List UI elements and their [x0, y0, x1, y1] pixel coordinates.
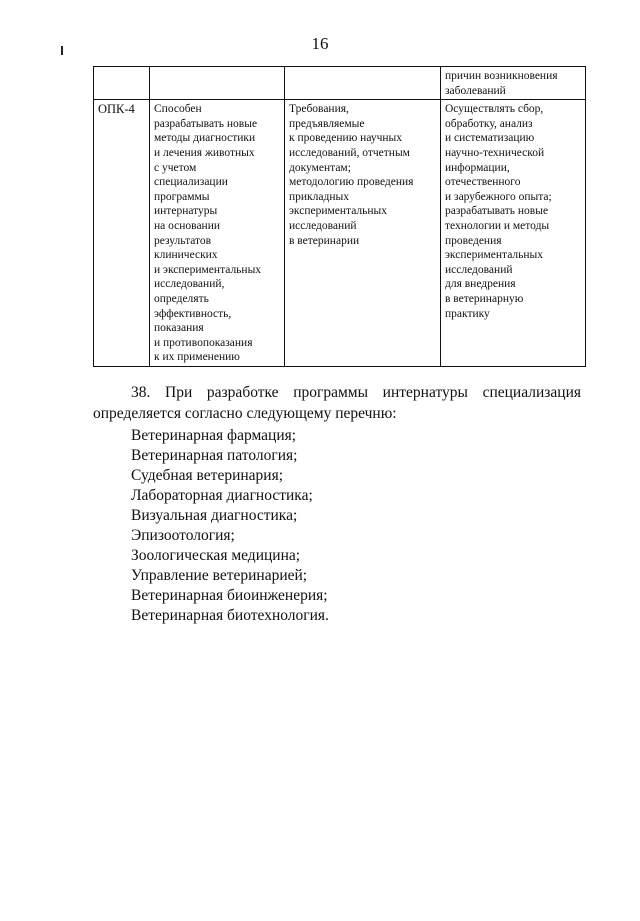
paragraph-line: 38. При разработке программы интернатуры специализация: [131, 384, 581, 401]
cell-line: для внедрения: [445, 278, 516, 291]
cell-line: в ветеринарии: [289, 234, 360, 247]
competence-description: [150, 100, 285, 367]
cell-line: Требования,: [289, 103, 349, 116]
list-item: Ветеринарная патология;: [131, 447, 298, 464]
cell-line: технологии и методы: [445, 219, 550, 232]
list-item: Судебная ветеринария;: [131, 467, 284, 484]
table-cell: [150, 67, 285, 100]
cell-line: и экспериментальных: [154, 263, 262, 276]
list-item: Ветеринарная биоинженерия;: [131, 587, 328, 604]
cell-line: разрабатывать новые: [445, 205, 549, 218]
skills-description: [441, 100, 586, 367]
cell-line: программы: [154, 190, 210, 203]
cell-line: экспериментальных: [445, 249, 544, 262]
list-item: Зоологическая медицина;: [131, 547, 301, 564]
cell-line: проведения: [445, 234, 502, 247]
list-item: Ветеринарная фармация;: [131, 427, 297, 444]
table-cell: [441, 67, 586, 100]
list-item: Визуальная диагностика;: [131, 507, 298, 524]
cell-line: с учетом: [154, 161, 197, 174]
cell-line: экспериментальных: [289, 205, 388, 218]
specialization-list: [131, 426, 329, 626]
cell-line: отечественного: [445, 176, 521, 189]
cell-line: исследований: [445, 263, 513, 276]
cell-line: специализации: [154, 176, 228, 189]
cell-line: результатов: [154, 234, 212, 247]
cell-line: и лечения животных: [154, 146, 255, 159]
cell-line: интернатуры: [154, 205, 218, 218]
cell-line: и противопоказания: [154, 336, 253, 349]
table-cell: [285, 67, 441, 100]
cell-line: на основании: [154, 219, 221, 232]
cell-line: и зарубежного опыта;: [445, 190, 552, 203]
cell-line: клинических: [154, 249, 218, 262]
list-item: Эпизоотология;: [131, 527, 235, 544]
paragraph-line: определяется согласно следующему перечню:: [93, 405, 397, 422]
cell-line: исследований: [289, 219, 357, 232]
cell-line: исследований, отчетным: [289, 146, 410, 159]
list-item: Управление ветеринарией;: [131, 567, 308, 584]
competence-table: [93, 66, 586, 367]
cell-line: в ветеринарную: [445, 292, 524, 305]
cell-line: причин возникновения: [445, 70, 558, 82]
cell-line: к проведению научных: [289, 132, 403, 145]
competence-code: ОПК-4: [94, 100, 150, 367]
cell-line: Осуществлять сбор,: [445, 103, 544, 116]
cell-line: к их применению: [154, 351, 240, 364]
list-item: Лабораторная диагностика;: [131, 487, 313, 504]
table-row-continuation: [94, 67, 586, 100]
margin-mark: [61, 46, 63, 55]
list-item: Ветеринарная биотехнология.: [131, 607, 329, 624]
paragraph-38: [93, 382, 581, 424]
cell-line: документам;: [289, 161, 351, 174]
cell-line: эффективность,: [154, 307, 232, 320]
cell-line: обработку, анализ: [445, 117, 533, 130]
cell-line: методы диагностики: [154, 132, 256, 145]
page-number: 16: [311, 34, 329, 53]
table-cell: [94, 67, 150, 100]
cell-line: практику: [445, 307, 490, 320]
cell-line: методологию проведения: [289, 176, 414, 189]
cell-line: Способен: [154, 103, 202, 116]
cell-line: информации,: [445, 161, 510, 174]
table-row-opk4: [94, 100, 586, 367]
cell-line: определять: [154, 292, 209, 305]
cell-line: и систематизацию: [445, 132, 535, 145]
cell-line: показания: [154, 322, 204, 335]
cell-line: заболеваний: [445, 84, 506, 97]
cell-line: научно-технической: [445, 146, 545, 159]
cell-line: разрабатывать новые: [154, 117, 258, 130]
cell-line: прикладных: [289, 190, 349, 203]
requirements-description: [285, 100, 441, 367]
cell-line: предъявляемые: [289, 117, 365, 130]
cell-line: исследований,: [154, 278, 225, 291]
